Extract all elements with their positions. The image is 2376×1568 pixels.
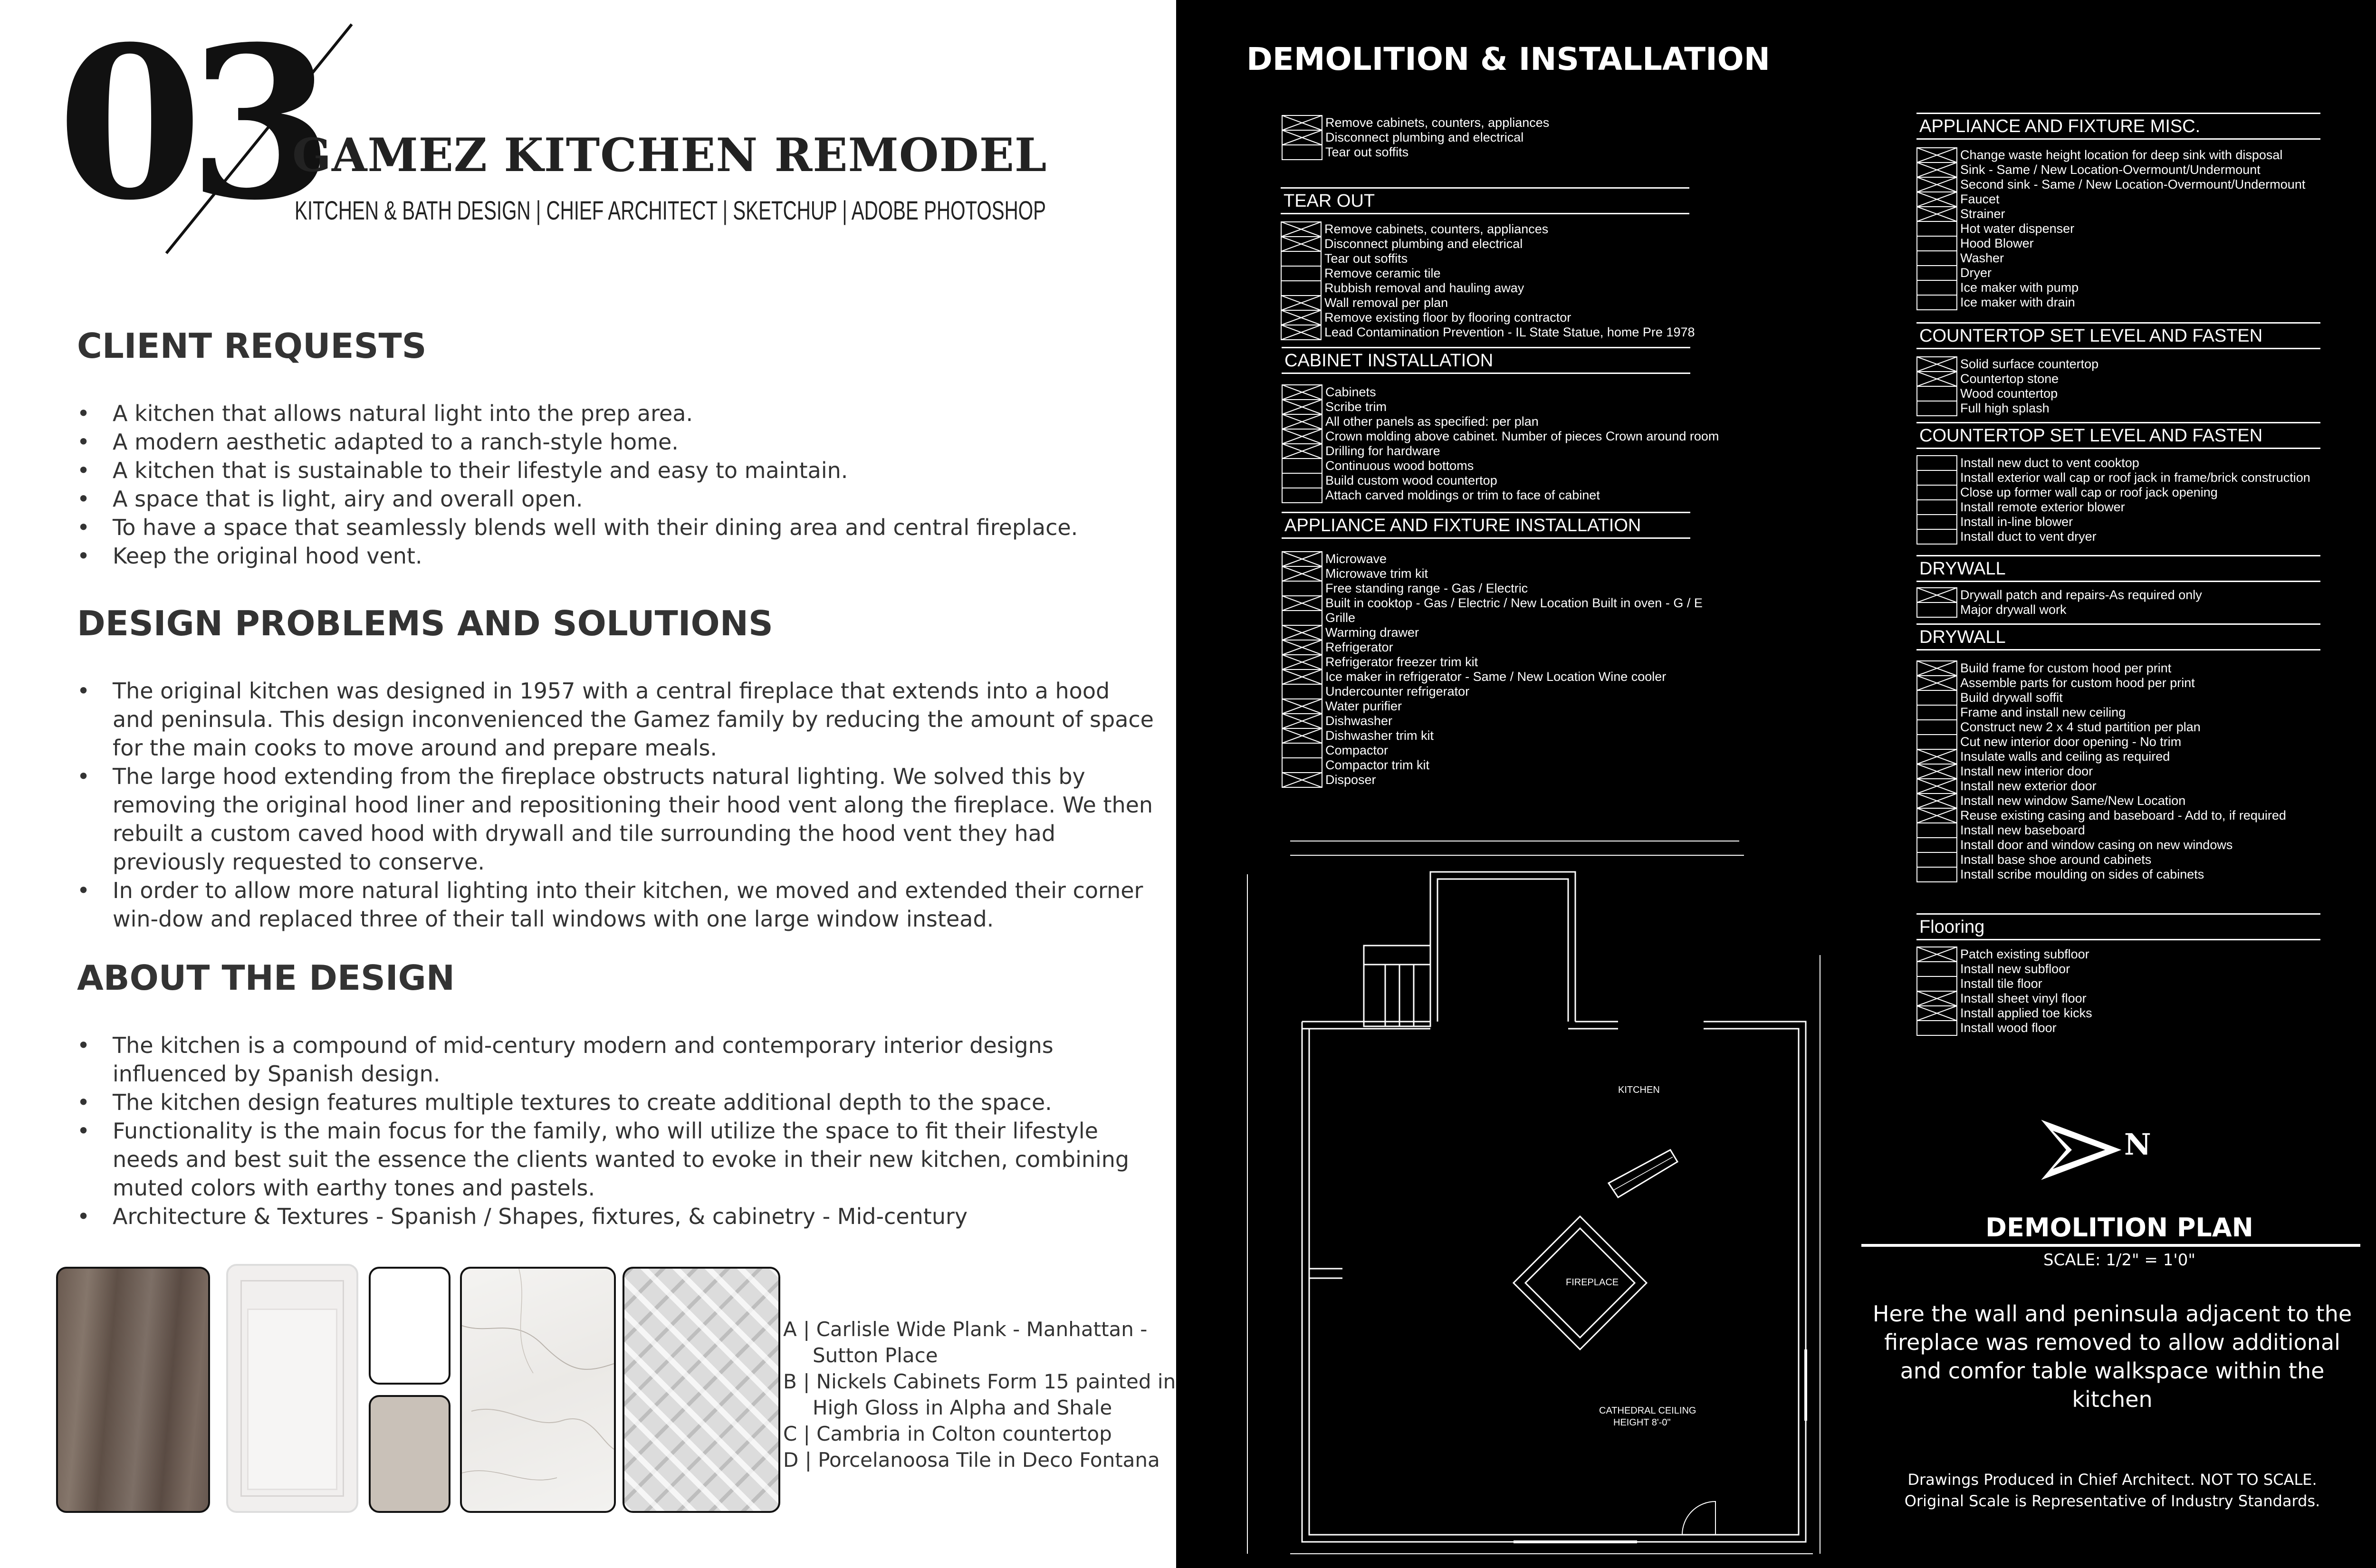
demolition-plan-title: DEMOLITION PLAN — [1985, 1213, 2253, 1243]
project-title: GAMEZ KITCHEN REMODEL — [292, 128, 1047, 182]
design-problems-list — [77, 677, 1156, 933]
checklist-item: Undercounter refrigerator — [1325, 684, 1470, 698]
checklist-item: Install duct to vent dryer — [1960, 529, 2097, 544]
checklist-item: Ice maker with drain — [1960, 295, 2075, 309]
checkbox — [1917, 1021, 1957, 1035]
checklist-item: Countertop stone — [1960, 372, 2059, 386]
checkbox — [1917, 386, 1957, 401]
demolition-plan-rule — [1861, 1244, 2360, 1247]
checklist-item: Close up former wall cap or roof jack opening — [1960, 485, 2218, 499]
checklist-heading: CABINET INSTALLATION — [1284, 351, 1494, 371]
about-design-heading: ABOUT THE DESIGN — [77, 958, 455, 998]
checklist-item: Hood Blower — [1960, 236, 2034, 250]
list-item: • A modern aesthetic adapted to a ranch-style home. — [77, 428, 1156, 456]
checkbox-column — [1282, 551, 1322, 788]
checklist-item: Grille — [1325, 611, 1356, 625]
checklist-item: Cabinets — [1325, 385, 1376, 399]
checklist-item: Install wood floor — [1960, 1021, 2057, 1035]
checkbox — [1917, 236, 1957, 251]
checklist-item: Refrigerator — [1325, 640, 1393, 654]
checkbox — [1917, 295, 1957, 310]
checklist-item: Tear out soffits — [1325, 145, 1409, 159]
checklist-item: Disconnect plumbing and electrical — [1325, 130, 1524, 144]
checklist-item: Strainer — [1960, 207, 2005, 221]
checkbox — [1917, 735, 1957, 749]
checklist-rule — [1916, 348, 2320, 349]
checkbox — [1282, 581, 1322, 596]
checkbox — [1917, 251, 1957, 266]
plan-label-ceiling: CATHEDRAL CEILING — [1599, 1405, 1696, 1416]
checklist-heading: Flooring — [1919, 917, 1985, 937]
checkbox — [1917, 705, 1957, 720]
checklist-items — [1960, 148, 2305, 310]
list-item: • Keep the original hood vent. — [77, 542, 1156, 570]
checklist-item: Install exterior wall cap or roof jack in frame/brick construction — [1960, 470, 2310, 485]
checklist-item: Lead Contamination Prevention - IL State Statue, home Pre 1978 — [1324, 325, 1695, 339]
legend-item: C | Cambria in Colton countertop — [783, 1422, 1112, 1445]
checkbox — [1282, 459, 1322, 473]
swatch-deco-tile — [623, 1267, 780, 1513]
checkbox — [1917, 221, 1957, 236]
checklist-item: Install door and window casing on new windows — [1960, 838, 2233, 852]
checkbox — [1282, 488, 1322, 503]
checklist-item: Dishwasher — [1325, 714, 1393, 728]
checkbox — [1282, 473, 1322, 488]
checklist-item: Install remote exterior blower — [1960, 500, 2125, 514]
checklist-rule — [1916, 555, 2320, 556]
checklist-item: Disconnect plumbing and electrical — [1324, 237, 1523, 251]
design-problems-heading: DESIGN PROBLEMS AND SOLUTIONS — [77, 603, 773, 643]
checklist-item: Install base shoe around cabinets — [1960, 852, 2152, 867]
list-item: • Functionality is the main focus for the family, who will utilize the space to fit their lifestyle needs and best suit the essence the clients wanted to evoke in their new kitchen, combining muted colors with earthy tones and pastels. — [77, 1117, 1156, 1202]
swatch-wood-plank — [56, 1267, 210, 1513]
checkbox — [1917, 838, 1957, 852]
checklist-item: Crown molding above cabinet. Number of pieces Crown around room — [1325, 429, 1719, 443]
checklist-item: Patch existing subfloor — [1960, 947, 2089, 961]
checklist-item: Install new baseboard — [1960, 823, 2085, 837]
checklist-heading: DRYWALL — [1919, 559, 2006, 579]
checkbox-column — [1282, 384, 1322, 503]
checklist-rule — [1916, 623, 2320, 625]
checklist-item: Reuse existing casing and baseboard - Add to, if required — [1960, 808, 2286, 822]
checklist-item: Water purifier — [1325, 699, 1402, 713]
checklist-item: Microwave trim kit — [1325, 566, 1428, 581]
client-requests-heading: CLIENT REQUESTS — [77, 326, 427, 366]
checklist-items — [1325, 552, 1703, 787]
checkbox-column — [1282, 115, 1322, 160]
checklist-item: Warming drawer — [1325, 625, 1419, 640]
list-item: • The kitchen is a compound of mid-century modern and contemporary interior designs influenced by Spanish design. — [77, 1031, 1156, 1088]
checklist-item: Compactor trim kit — [1325, 758, 1430, 772]
legend-item: B | Nickels Cabinets Form 15 painted in High Gloss in Alpha and Shale — [783, 1370, 1176, 1419]
checkbox — [1917, 976, 1957, 991]
checkbox-column — [1281, 221, 1322, 340]
checklist-item: Install scribe moulding on sides of cabinets — [1960, 867, 2204, 881]
checkbox-column — [1916, 356, 1957, 416]
list-item: • Architecture & Textures - Spanish / Shapes, fixtures, & cabinetry - Mid-century — [77, 1202, 1156, 1231]
checkbox-column — [1916, 587, 1957, 618]
drawing-note-line-2: Original Scale is Representative of Industry Standards. — [1904, 1492, 2320, 1510]
demolition-plan-scale: SCALE: 1/2" = 1'0" — [2043, 1251, 2195, 1270]
legend-item: A | Carlisle Wide Plank - Manhattan - Sutton Place — [783, 1318, 1148, 1367]
checklist-items — [1960, 588, 2202, 617]
checklist-heading: TEAR OUT — [1284, 191, 1375, 211]
list-item: • The kitchen design features multiple textures to create additional depth to the space. — [77, 1088, 1156, 1117]
checkbox — [1282, 758, 1322, 773]
checklist-item: Assemble parts for custom hood per print — [1960, 676, 2195, 690]
checklist-item: Wall removal per plan — [1324, 296, 1448, 310]
checklist-item: Refrigerator freezer trim kit — [1325, 655, 1478, 669]
checklist-item: Compactor — [1325, 743, 1389, 757]
checklist-rule — [1916, 581, 2320, 582]
drawing-note-line-1: Drawings Produced in Chief Architect. NOT TO SCALE. — [1907, 1471, 2317, 1489]
checklist-rule — [1281, 187, 1689, 189]
checkbox — [1917, 266, 1957, 280]
checkbox — [1917, 962, 1957, 976]
list-item: • The original kitchen was designed in 1957 with a central fireplace that extends into a hood and peninsula. This design inconvenienced the Gamez family by reducing the amount of space for the main cooks to move around and prepare meals. — [77, 677, 1156, 762]
checklist-item: Tear out soffits — [1324, 251, 1408, 266]
checklist-item: Build custom wood countertop — [1325, 473, 1497, 488]
checklist-item: Solid surface countertop — [1960, 357, 2099, 371]
checklist-items — [1960, 947, 2092, 1035]
checklist-item: Disposer — [1325, 773, 1376, 787]
checklist-items — [1325, 385, 1719, 503]
checklist-item: Install new exterior door — [1960, 779, 2097, 793]
checkbox — [1917, 515, 1957, 529]
checklist-rule — [1916, 448, 2320, 449]
checklist-heading: APPLIANCE AND FIXTURE MISC. — [1919, 116, 2201, 136]
checklist-item: Built in cooktop - Gas / Electric / New Location Built in oven - G / E — [1325, 596, 1703, 610]
checkbox — [1917, 401, 1957, 416]
checklist-item: Install sheet vinyl floor — [1960, 991, 2087, 1005]
checkbox — [1917, 280, 1957, 295]
checklist-rule — [1282, 373, 1690, 374]
checklist-rule — [1916, 322, 2320, 324]
checklist-heading: COUNTERTOP SET LEVEL AND FASTEN — [1919, 326, 2263, 346]
checklist-item: Install new interior door — [1960, 764, 2093, 778]
checklist-item: Drilling for hardware — [1325, 444, 1440, 458]
checkbox — [1917, 456, 1957, 470]
checklist-rule — [1281, 213, 1689, 214]
swatch-alpha-white — [369, 1267, 450, 1385]
checkbox-column — [1916, 660, 1957, 882]
checkbox — [1917, 485, 1957, 500]
list-item: • In order to allow more natural lighting into their kitchen, we moved and extended their corner win-dow and replaced three of their tall windows with one large window instead. — [77, 876, 1156, 933]
checkbox — [1917, 720, 1957, 735]
checklist-items — [1960, 357, 2098, 416]
checklist-item: Change waste height location for deep sink with disposal — [1960, 148, 2283, 162]
checklist-item: Free standing range - Gas / Electric — [1325, 581, 1528, 595]
list-item: • A kitchen that allows natural light into the prep area. — [77, 399, 1156, 428]
checklist-item: Ice maker in refrigerator - Same / New Location Wine cooler — [1325, 669, 1667, 684]
checklist-item: Build drywall soffit — [1960, 690, 2063, 705]
right-panel — [1176, 0, 2376, 1568]
checkbox-column — [1916, 147, 1957, 310]
checklist-rule — [1916, 422, 2320, 423]
checkbox — [1282, 145, 1322, 160]
checklist-item: Install in-line blower — [1960, 515, 2073, 529]
checklist-item: Attach carved moldings or trim to face of cabinet — [1325, 488, 1600, 502]
list-item: • The large hood extending from the fireplace obstructs natural lighting. We solved this by removing the original hood liner and repositioning their hood vent along the fireplace. We then rebuilt a custom caved hood with drywall and tile surrounding the hood vent they had previously requested to conserve. — [77, 762, 1156, 876]
checklist-item: Second sink - Same / New Location-Overmount/Undermount — [1960, 177, 2306, 191]
checkbox — [1281, 251, 1321, 266]
checklist-item: Drywall patch and repairs-As required only — [1960, 588, 2202, 602]
drawing-note — [1865, 1469, 2359, 1512]
north-label: N — [2124, 1127, 2151, 1162]
checklist-heading: COUNTERTOP SET LEVEL AND FASTEN — [1919, 426, 2263, 446]
materials-legend — [783, 1316, 1193, 1473]
checklist-items — [1325, 115, 1549, 160]
checkbox — [1281, 281, 1321, 296]
checklist-item: Wood countertop — [1960, 386, 2058, 401]
swatch-cambria-countertop — [460, 1267, 616, 1513]
plan-label-fireplace: FIREPLACE — [1566, 1277, 1619, 1288]
checklist-item: Washer — [1960, 251, 2004, 265]
checklist-heading: DRYWALL — [1919, 627, 2006, 647]
plan-label-ceiling-height: HEIGHT 8'-0" — [1613, 1417, 1671, 1428]
checklist-rule — [1282, 537, 1690, 539]
checkbox — [1917, 867, 1957, 882]
checklist-rule — [1916, 138, 2320, 140]
list-item: • A kitchen that is sustainable to their lifestyle and easy to maintain. — [77, 456, 1156, 485]
checklist-item: Construct new 2 x 4 stud partition per plan — [1960, 720, 2201, 734]
checklist-rule — [1282, 512, 1690, 513]
project-number: 03 — [57, 0, 320, 246]
checkbox — [1917, 823, 1957, 838]
demolition-title: DEMOLITION & INSTALLATION — [1246, 41, 1770, 77]
checklist-item: Cut new interior door opening - No trim — [1960, 735, 2182, 749]
checklist-item: Install new duct to vent cooktop — [1960, 456, 2139, 470]
checklist-rule — [1916, 939, 2320, 940]
checklist-item: Frame and install new ceiling — [1960, 705, 2126, 719]
checkbox — [1917, 529, 1957, 544]
checklist-item: Install tile floor — [1960, 976, 2042, 991]
checkbox-column — [1916, 947, 1957, 1036]
legend-item: D | Porcelanoosa Tile in Deco Fontana — [783, 1448, 1160, 1472]
checklist-item: Remove cabinets, counters, appliances — [1324, 222, 1549, 236]
checkbox — [1281, 266, 1321, 281]
checklist-items — [1960, 456, 2310, 544]
checklist-rule — [1916, 913, 2320, 915]
checklist-items — [1960, 661, 2286, 882]
checklist-rule — [1916, 113, 2320, 114]
checklist-item: Remove existing floor by flooring contractor — [1324, 310, 1571, 325]
checklist-rule — [1282, 347, 1690, 348]
swatch-shale — [369, 1395, 450, 1513]
checklist-item: Rubbish removal and hauling away — [1324, 281, 1524, 295]
checklist-item: Remove cabinets, counters, appliances — [1325, 115, 1550, 130]
checklist-item: Build frame for custom hood per print — [1960, 661, 2172, 675]
checklist-item: Dishwasher trim kit — [1325, 728, 1434, 743]
plan-label-kitchen: KITCHEN — [1618, 1085, 1660, 1095]
checklist-item: Microwave — [1325, 552, 1387, 566]
checklist-item: Insulate walls and ceiling as required — [1960, 749, 2170, 764]
checkbox — [1282, 611, 1322, 625]
checklist-item: Continuous wood bottoms — [1325, 459, 1474, 473]
checklist-rule — [1916, 649, 2320, 650]
checklist-item: Sink - Same / New Location-Overmount/Undermount — [1960, 163, 2261, 177]
checkbox-column — [1916, 455, 1957, 545]
list-item: • A space that is light, airy and overall open. — [77, 485, 1156, 513]
north-arrow-icon — [2039, 1112, 2129, 1188]
checkbox — [1917, 500, 1957, 515]
checkbox — [1917, 602, 1957, 617]
floor-plan-walls — [1247, 841, 1820, 1554]
checklist-item: Ice maker with pump — [1960, 280, 2079, 295]
checklist-item: Full high splash — [1960, 401, 2050, 415]
client-requests-list — [77, 399, 1156, 570]
checklist-item: Remove ceramic tile — [1324, 266, 1441, 280]
checklist-item: Install new window Same/New Location — [1960, 794, 2186, 808]
demolition-plan-description: Here the wall and peninsula adjacent to the fireplace was removed to allow additional and comfor table walkspace within the kitchen — [1872, 1301, 2352, 1412]
checklist-item: Scribe trim — [1325, 400, 1387, 414]
list-item: • To have a space that seamlessly blends well with their dining area and central fireplace. — [77, 513, 1156, 542]
checkbox — [1917, 470, 1957, 485]
checklist-item: Install applied toe kicks — [1960, 1006, 2092, 1020]
left-panel — [0, 0, 1176, 1568]
project-subtitle: KITCHEN & BATH DESIGN | CHIEF ARCHITECT | SKETCHUP | ADOBE PHOTOSHOP — [295, 195, 1046, 225]
checkbox — [1282, 743, 1322, 758]
about-design-list — [77, 1031, 1156, 1231]
checklist-item: Dryer — [1960, 266, 1992, 280]
swatch-cabinet-door — [226, 1264, 358, 1513]
checklist-item: Major drywall work — [1960, 602, 2067, 617]
checkbox — [1917, 852, 1957, 867]
checkbox — [1917, 690, 1957, 705]
checkbox — [1282, 684, 1322, 699]
checklist-items — [1324, 222, 1695, 340]
checklist-item: Faucet — [1960, 192, 2000, 206]
checklist-heading: APPLIANCE AND FIXTURE INSTALLATION — [1284, 516, 1641, 535]
checklist-item: Hot water dispenser — [1960, 221, 2075, 236]
floor-plan-drawing — [1228, 813, 1856, 1563]
checklist-item: All other panels as specified: per plan — [1325, 414, 1539, 429]
checklist-item: Install new subfloor — [1960, 962, 2070, 976]
